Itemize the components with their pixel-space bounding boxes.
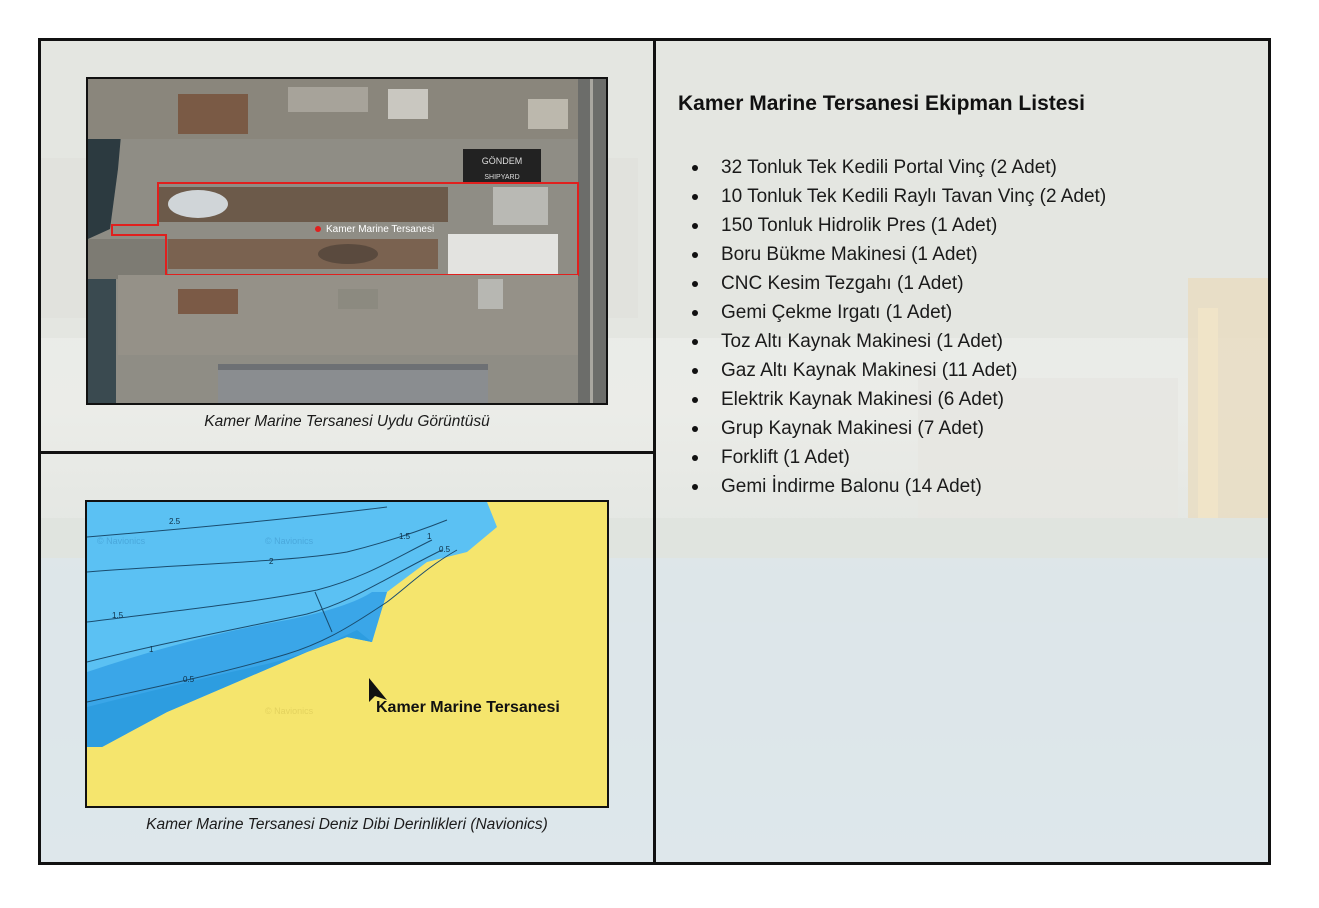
list-item: Elektrik Kaynak Makinesi (6 Adet) <box>678 385 1106 414</box>
list-item: Gaz Altı Kaynak Makinesi (11 Adet) <box>678 356 1106 385</box>
list-item: Boru Bükme Makinesi (1 Adet) <box>678 240 1106 269</box>
list-item: Forklift (1 Adet) <box>678 443 1106 472</box>
list-item: 150 Tonluk Hidrolik Pres (1 Adet) <box>678 211 1106 240</box>
equipment-list-title: Kamer Marine Tersanesi Ekipman Listesi <box>678 92 1085 115</box>
depth-map-caption: Kamer Marine Tersanesi Deniz Dibi Derinlikleri (Navionics) <box>146 816 548 833</box>
shipyard-sign-bottom: SHIPYARD <box>484 174 520 181</box>
contour-label: 2 <box>269 557 274 566</box>
list-item: 10 Tonluk Tek Kedili Raylı Tavan Vinç (2 Adet) <box>678 182 1106 211</box>
contour-label: 0.5 <box>183 675 195 684</box>
list-item: 32 Tonluk Tek Kedili Portal Vinç (2 Adet) <box>678 153 1106 182</box>
list-item: Grup Kaynak Makinesi (7 Adet) <box>678 414 1106 443</box>
row-divider <box>38 451 655 454</box>
navionics-watermark: © Navionics <box>265 536 314 546</box>
contour-label: 1 <box>149 645 154 654</box>
depth-map <box>85 500 609 808</box>
contour-label: 1 <box>427 532 432 541</box>
satellite-overlay-label: Kamer Marine Tersanesi <box>326 224 435 235</box>
navionics-watermark: © Navionics <box>265 706 314 716</box>
list-item: Toz Altı Kaynak Makinesi (1 Adet) <box>678 327 1106 356</box>
shipyard-sign-top: GÖNDEM <box>481 156 523 166</box>
map-location-label: Kamer Marine Tersanesi <box>376 699 560 716</box>
list-item: Gemi İndirme Balonu (14 Adet) <box>678 472 1106 501</box>
list-item: Gemi Çekme Irgatı (1 Adet) <box>678 298 1106 327</box>
contour-label: 1.5 <box>399 532 411 541</box>
contour-label: 0.5 <box>439 545 451 554</box>
satellite-image <box>86 77 608 405</box>
list-item: CNC Kesim Tezgahı (1 Adet) <box>678 269 1106 298</box>
contour-label: 1.5 <box>112 611 124 620</box>
contour-label: 2.5 <box>169 517 181 526</box>
navionics-watermark: © Navionics <box>97 536 146 546</box>
equipment-list <box>678 153 1106 501</box>
satellite-caption: Kamer Marine Tersanesi Uydu Görüntüsü <box>204 413 490 430</box>
